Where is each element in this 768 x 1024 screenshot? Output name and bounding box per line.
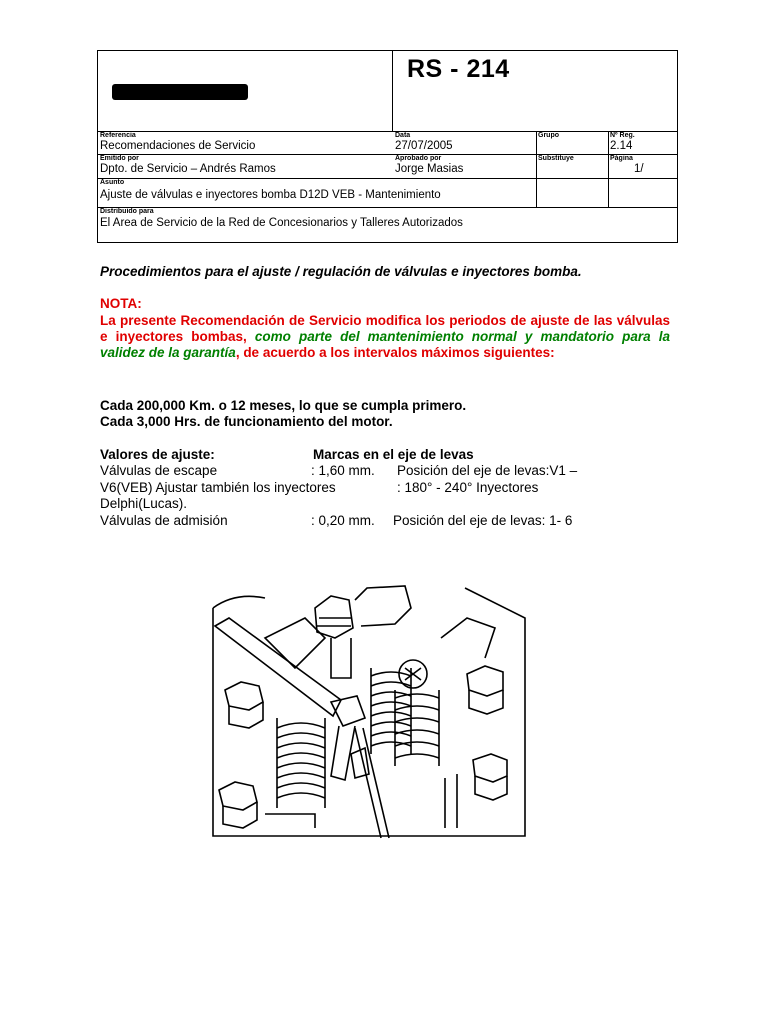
aprobado-value: Jorge Masias [395, 163, 464, 175]
escape-position: Posición del eje de levas:V1 – [397, 463, 578, 478]
nota-part2: como parte del mantenimiento normal y mandatorio para la validez de la garantía [100, 329, 670, 360]
escape-line2a: V6(VEB) Ajustar también los inyectores [100, 480, 336, 495]
divider [608, 131, 609, 207]
nreg-value: 2.14 [610, 140, 633, 152]
nreg-label: Nº Reg. [610, 132, 635, 139]
nota-part1: La presente Recomendación de Servicio modifica los periodos de ajuste de las válvulas e inyectores bombas, [100, 313, 670, 344]
document-number: RS - 214 [407, 55, 510, 83]
pagina-label: Página [610, 155, 633, 162]
admision-position: Posición del eje de levas: 1- 6 [393, 513, 573, 528]
valve-adjustment-illustration [205, 578, 533, 844]
cylinder-head-bolt [219, 782, 257, 828]
admision-label: Válvulas de admisión [100, 513, 228, 528]
referencia-value: Recomendaciones de Servicio [100, 140, 256, 152]
fecha-label: Data [395, 132, 411, 139]
admision-value: : 0,20 mm. [311, 513, 375, 528]
logo-cell [98, 51, 393, 131]
wrench-tool [215, 618, 365, 780]
divider [98, 178, 677, 179]
screwdriver-tool [351, 728, 389, 838]
asunto-label: Asunto [100, 179, 125, 186]
divider [98, 207, 677, 208]
substituye-label: Substituye [538, 155, 574, 162]
fecha-value: 27/07/2005 [395, 140, 453, 152]
company-logo [112, 84, 248, 100]
divider [98, 154, 677, 155]
cylinder-head-bolt [225, 682, 263, 728]
nota-text [100, 313, 670, 361]
escape-line2b: : 180° - 240° Inyectores [397, 480, 539, 495]
nota-label: NOTA: [100, 296, 142, 311]
pagina-value: 1/ [634, 163, 644, 175]
distribuido-value: El Area de Servicio de la Red de Concesionarios y Talleres Autorizados [100, 217, 463, 229]
grupo-label: Grupo [538, 132, 559, 139]
asunto-value: Ajuste de válvulas e inyectores bomba D12D VEB - Mantenimiento [100, 189, 441, 201]
distribuido-label: Distribuido para [100, 208, 154, 215]
valve-spring [395, 690, 439, 766]
divider [98, 131, 677, 132]
divider [536, 131, 537, 207]
escape-value: : 1,60 mm. [311, 463, 375, 478]
interval-km: Cada 200,000 Km. o 12 meses, lo que se cumpla primero. [100, 398, 467, 413]
valve-spring [371, 668, 411, 754]
marcas-title: Marcas en el eje de levas [313, 447, 474, 462]
referencia-label: Referencia [100, 132, 136, 139]
valve-spring [277, 718, 325, 808]
cylinder-head-bolt [473, 754, 507, 800]
procedure-heading: Procedimientos para el ajuste / regulación de válvulas e inyectores bomba. [100, 264, 582, 279]
emitido-label: Emitido por [100, 155, 139, 162]
interval-hours: Cada 3,000 Hrs. de funcionamiento del motor. [100, 414, 393, 429]
aprobado-label: Aprobado por [395, 155, 442, 162]
injector [315, 586, 411, 678]
valores-title: Valores de ajuste: [100, 447, 215, 462]
cylinder-head-bolt [467, 666, 503, 714]
emitido-value: Dpto. de Servicio – Andrés Ramos [100, 163, 276, 175]
nota-part3: , de acuerdo a los intervalos máximos siguientes: [235, 345, 555, 360]
escape-line3: Delphi(Lucas). [100, 496, 188, 511]
escape-label: Válvulas de escape [100, 463, 218, 478]
document-header-table [97, 50, 678, 243]
